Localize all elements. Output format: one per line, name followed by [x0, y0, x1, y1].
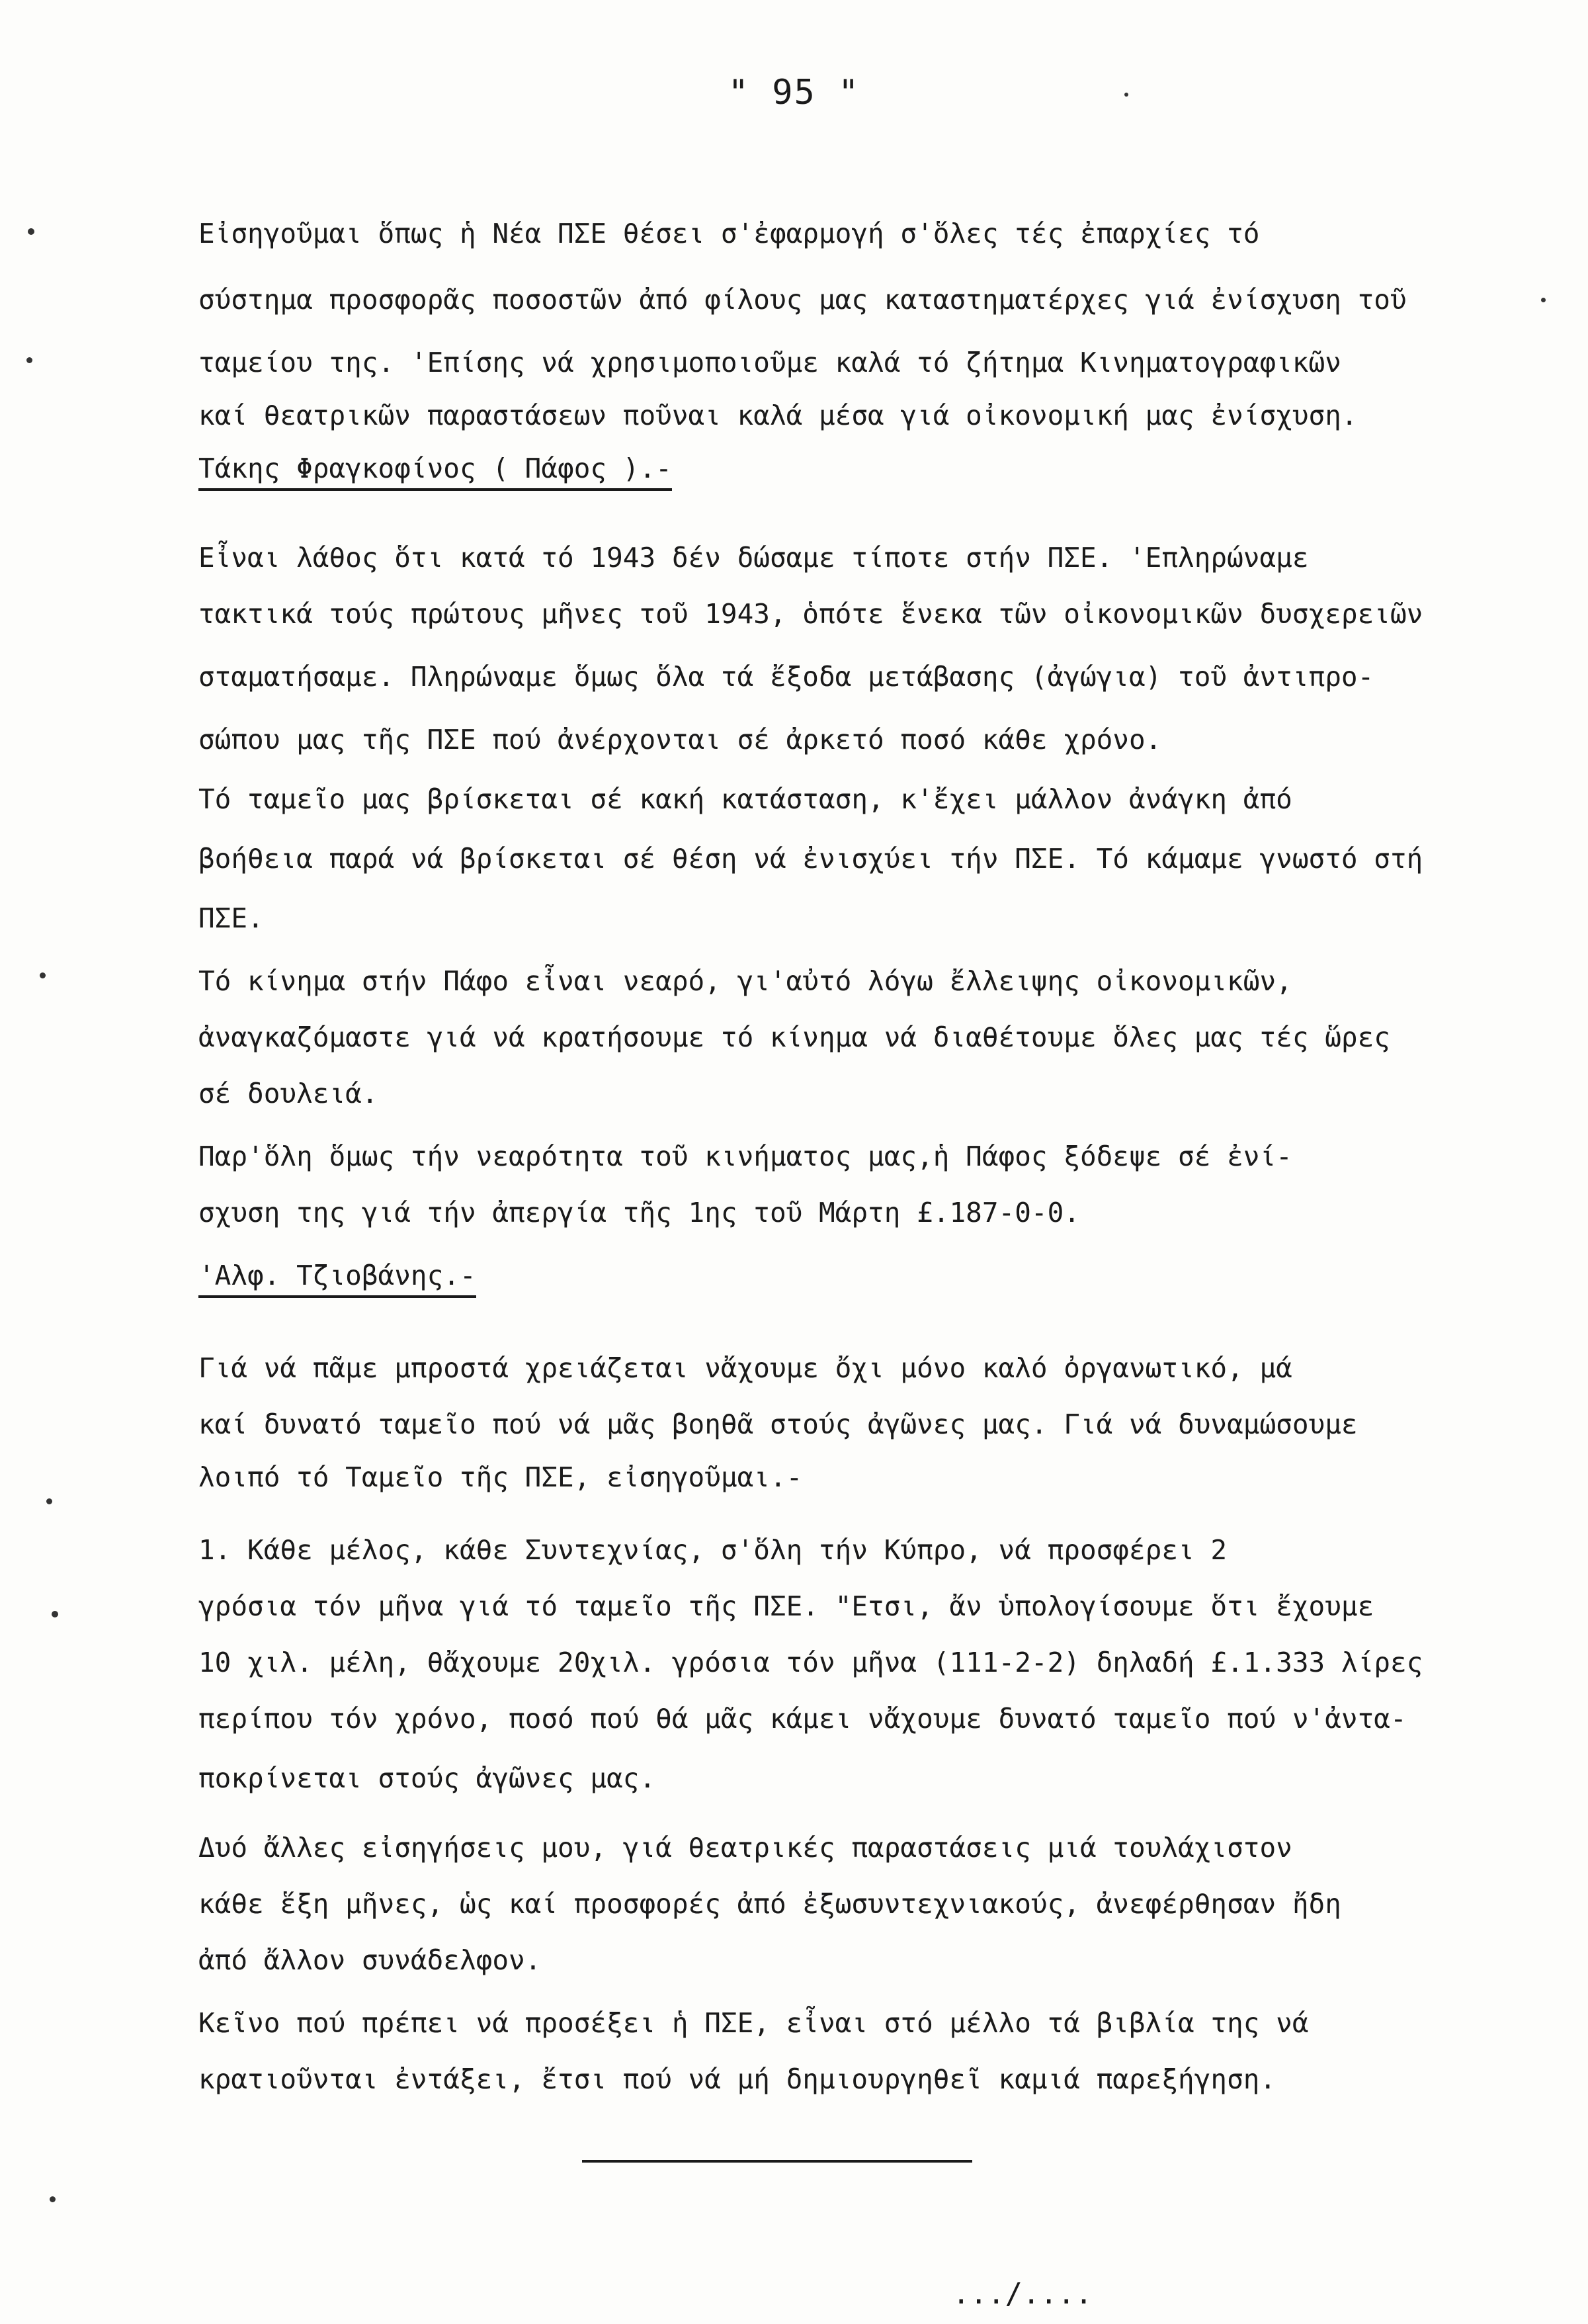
- text-line: λοιπό τό Ταμεῖο τῆς ΠΣΕ, εἰσηγοῦμαι.-: [198, 1461, 803, 1493]
- text-line: καί θεατρικῶν παραστάσεων ποῦναι καλά μέσα γιά οἰκονομική μας ἐνίσχυση.: [198, 400, 1358, 431]
- text-line: Εἰσηγοῦμαι ὅπως ἡ Νέα ΠΣΕ θέσει σ'ἐφαρμογή σ'ὅλες τές ἐπαρχίες τό: [198, 218, 1260, 249]
- text-line: Τό κίνημα στήν Πάφο εἶναι νεαρό, γι'αὐτό λόγω ἔλλειψης οἰκονομικῶν,: [198, 965, 1292, 997]
- scan-speck: [28, 228, 34, 235]
- text-line: καί δυνατό ταμεῖο πού νά μᾶς βοηθᾶ στούς ἀγῶνες μας. Γιά νά δυναμώσουμε: [198, 1408, 1358, 1440]
- speaker-name: 'Αλφ. Τζιοβάνης.-: [198, 1257, 476, 1298]
- scan-speck: [1124, 93, 1128, 97]
- scan-speck: [1541, 298, 1546, 302]
- text-line: σταματήσαμε. Πληρώναμε ὅμως ὅλα τά ἔξοδα μετάβασης (ἀγώγια) τοῦ ἀντιπρο-: [198, 661, 1374, 693]
- text-line: σέ δουλειά.: [198, 1078, 378, 1109]
- text-line: κάθε ἕξη μῆνες, ὡς καί προσφορές ἀπό ἐξωσυντεχνιακούς, ἀνεφέρθησαν ἤδη: [198, 1888, 1341, 1920]
- continuation-mark: .../....: [952, 2277, 1093, 2311]
- text-line: ἀναγκαζόμαστε γιά νά κρατήσουμε τό κίνημα νά διαθέτουμε ὅλες μας τές ὥρες: [198, 1021, 1390, 1053]
- text-line: Τό ταμεῖο μας βρίσκεται σέ κακή κατάσταση, κ'ἔχει μάλλον ἀνάγκη ἀπό: [198, 783, 1292, 815]
- text-line: σώπου μας τῆς ΠΣΕ πού ἀνέρχονται σέ ἀρκετό ποσό κάθε χρόνο.: [198, 724, 1162, 755]
- page-number: " 95 ": [728, 73, 860, 112]
- scan-speck: [26, 357, 32, 363]
- text-line: γρόσια τόν μῆνα γιά τό ταμεῖο τῆς ΠΣΕ. "Ετσι, ἄν ὑπολογίσουμε ὅτι ἔχουμε: [198, 1590, 1374, 1622]
- text-line: βοήθεια παρά νά βρίσκεται σέ θέση νά ἐνισχύει τήν ΠΣΕ. Τό κάμαμε γνωστό στή: [198, 843, 1423, 875]
- text-line: Παρ'ὅλη ὅμως τήν νεαρότητα τοῦ κινήματος μας,ἡ Πάφος ξόδεψε σέ ἐνί-: [198, 1140, 1292, 1172]
- text-line: Κεῖνο πού πρέπει νά προσέξει ἡ ΠΣΕ, εἶναι στό μέλλο τά βιβλία της νά: [198, 2007, 1309, 2039]
- text-line: ταμείου της. 'Επίσης νά χρησιμοποιοῦμε καλά τό ζήτημα Κινηματογραφικῶν: [198, 347, 1341, 378]
- text-line: 10 χιλ. μέλη, θἄχουμε 20χιλ. γρόσια τόν μῆνα (111-2-2) δηλαδή £.1.333 λίρες: [198, 1647, 1423, 1678]
- scan-speck: [46, 1498, 52, 1504]
- text-line: Εἶναι λάθος ὅτι κατά τό 1943 δέν δώσαμε τίποτε στήν ΠΣΕ. 'Επληρώναμε: [198, 542, 1309, 574]
- divider-line: [582, 2160, 972, 2163]
- scan-speck: [50, 2196, 56, 2202]
- speaker-name: Τάκης Φραγκοφίνος ( Πάφος ).-: [198, 450, 672, 491]
- text-line: ποκρίνεται στούς ἀγῶνες μας.: [198, 1762, 656, 1794]
- text-line: ἀπό ἄλλον συνάδελφον.: [198, 1944, 542, 1976]
- text-line: σύστημα προσφορᾶς ποσοστῶν ἀπό φίλους μας καταστηματέρχες γιά ἐνίσχυση τοῦ: [198, 284, 1407, 316]
- text-line: περίπου τόν χρόνο, ποσό πού θά μᾶς κάμει νἄχουμε δυνατό ταμεῖο πού ν'ἀντα-: [198, 1703, 1407, 1735]
- scan-speck: [40, 972, 46, 978]
- text-line: τακτικά τούς πρώτους μῆνες τοῦ 1943, ὁπότε ἕνεκα τῶν οἰκονομικῶν δυσχερειῶν: [198, 598, 1423, 630]
- text-line: Δυό ἄλλες εἰσηγήσεις μου, γιά θεατρικές παραστάσεις μιά τουλάχιστον: [198, 1832, 1292, 1864]
- text-line: Γιά νά πᾶμε μπροστά χρειάζεται νἄχουμε ὄχι μόνο καλό ὀργανωτικό, μά: [198, 1352, 1292, 1384]
- text-line: κρατιοῦνται ἐντάξει, ἔτσι πού νά μή δημιουργηθεῖ καμιά παρεξήγηση.: [198, 2063, 1276, 2095]
- text-line: 1. Κάθε μέλος, κάθε Συντεχνίας, σ'ὅλη τήν Κύπρο, νά προσφέρει 2: [198, 1534, 1228, 1566]
- text-line: ΠΣΕ.: [198, 902, 264, 934]
- text-line: σχυση της γιά τήν ἀπεργία τῆς 1ης τοῦ Μάρτη £.187-0-0.: [198, 1197, 1080, 1228]
- scan-speck: [52, 1611, 58, 1617]
